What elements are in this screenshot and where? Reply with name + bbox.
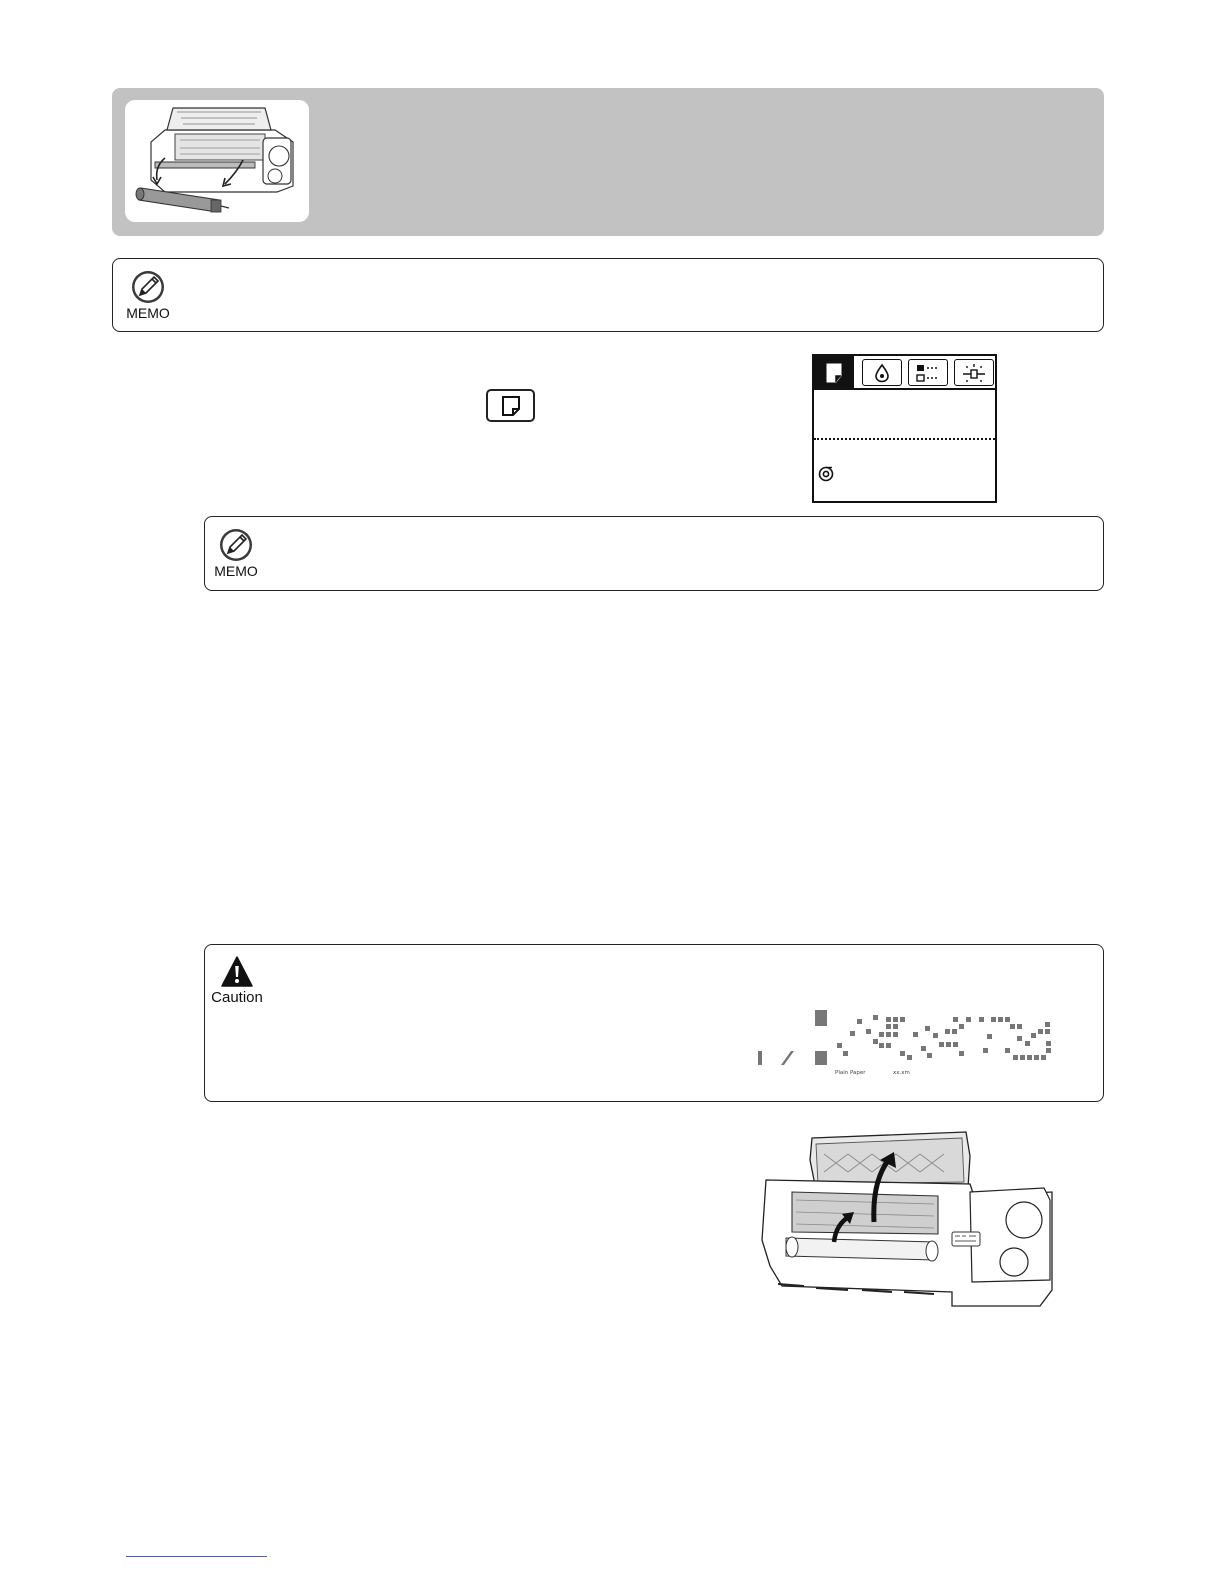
lcd-tab-bar: [814, 356, 995, 390]
pencil-note-icon: [130, 269, 166, 305]
memo-note: [112, 258, 1104, 332]
printer-roll-removal-icon: [125, 100, 309, 222]
section-header: [112, 88, 1104, 236]
memo-badge: [123, 269, 173, 325]
lcd-ink-tab-icon: [862, 359, 902, 386]
memo-note: [204, 516, 1104, 591]
memo-label: MEMO: [126, 305, 170, 321]
lcd-settings-tab-icon: [954, 359, 994, 386]
test-pattern-length-label: xx.xm: [893, 1070, 910, 1076]
caution-badge: [207, 955, 267, 1015]
printer-open-cover-illustration: [752, 1130, 1054, 1314]
footer-link[interactable]: [126, 1556, 267, 1557]
memo-badge: [211, 527, 261, 583]
lcd-dotted-divider: [814, 438, 995, 440]
paper-tab-icon: [486, 389, 535, 422]
warning-triangle-icon: [220, 955, 254, 989]
memo-label: MEMO: [214, 563, 258, 579]
test-print-pattern: [755, 1005, 1065, 1075]
lcd-job-tab-icon: [908, 359, 948, 386]
header-thumbnail-illustration: [125, 100, 309, 222]
pencil-note-icon: [218, 527, 254, 563]
printer-cover-illustration: [752, 1130, 1054, 1314]
caution-note: [204, 944, 1104, 1102]
caution-label: Caution: [211, 989, 263, 1006]
lcd-display-illustration: [812, 354, 997, 503]
roll-paper-icon: [818, 466, 834, 482]
test-pattern-graphic: [755, 1005, 1065, 1075]
lcd-paper-tab-icon: [814, 356, 854, 389]
test-pattern-paper-label: Plain Paper: [835, 1070, 866, 1076]
